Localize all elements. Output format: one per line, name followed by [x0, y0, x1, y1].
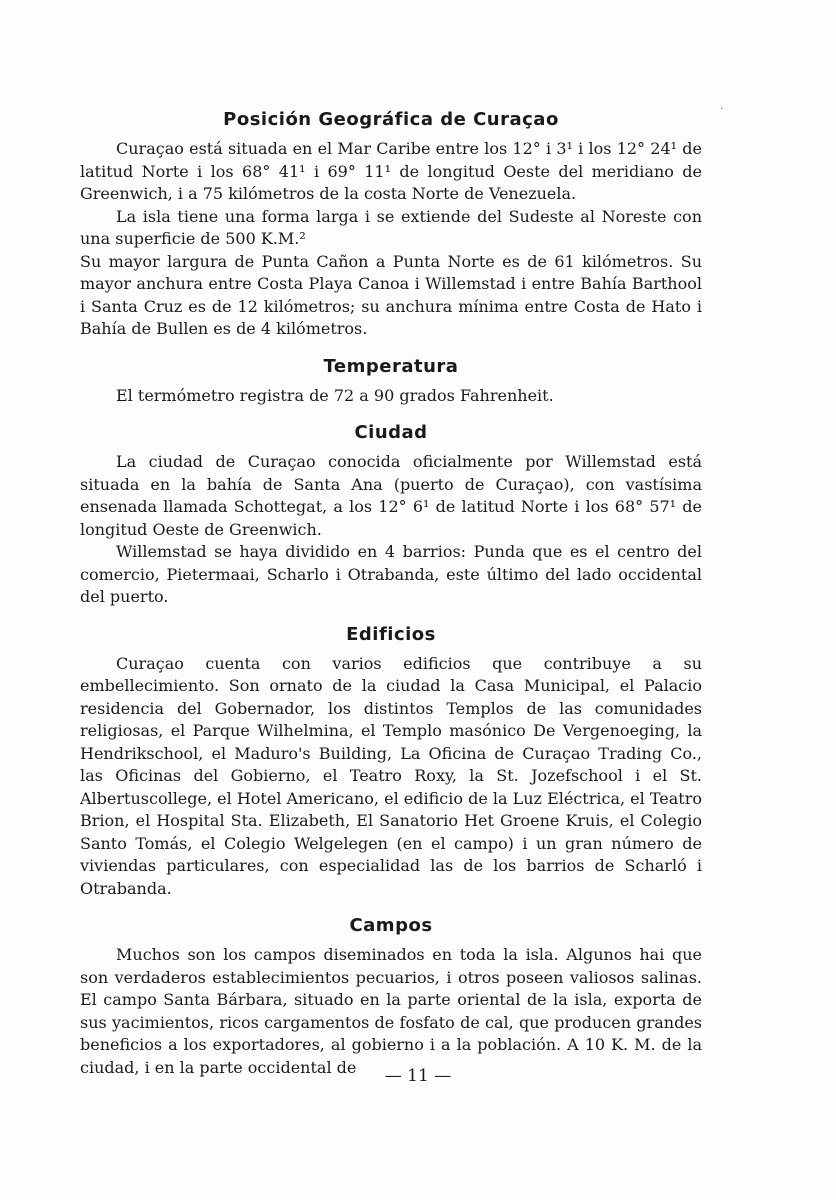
page-content — [80, 108, 702, 1093]
section-edificios — [80, 623, 702, 901]
paragraph: El termómetro registra de 72 a 90 grados Fahrenheit. — [116, 385, 554, 405]
paragraph: La ciudad de Curaçao conocida oficialmente por Willemstad está situada en la bahía de Santa Ana (puerto de Curaçao), con vastísima ensenada llamada Schottegat, a los 12° 6¹ de latitud Norte i los 68° 57¹ de longitud Oeste de Greenwich. — [80, 452, 702, 539]
paragraph: Muchos son los campos diseminados en toda la isla. Algunos hai que son verdaderos establecimientos pecuarios, i otros poseen valiosos salinas. El campo Santa Bárbara, situado en la parte oriental de la isla, exporta de sus yacimientos, ricos cargamentos de fosfato de cal, que producen grandes beneficios a los exportadores, al gobierno i a la población. A 10 K. M. de la ciudad, i en la parte occidental de — [80, 945, 702, 1077]
section-title: Campos — [349, 915, 433, 936]
paragraph: Curaçao cuenta con varios edificios que contribuye a su embellecimiento. Son ornato de la ciudad la Casa Municipal, el Palacio residencia del Gobernador, los distintos Templos de las comunidades religiosas, el Parque Wilhelmina, el Templo masónico De Vergenoeging, la Hendrikschool, el Maduro's Building, La Oficina de Curaçao Trading Co., las Oficinas del Gobierno, el Teatro Roxy, la St. Jozefschool i el St. Albertuscollege, el Hotel Americano, el edificio de la Luz Eléctrica, el Teatro Brion, el Hospital Sta. Elizabeth, El Sanatorio Het Groene Kruis, el Colegio Santo Tomás, el Colegio Welgelegen (en el campo) i un gran número de viviendas particulares, con especialidad las de los barrios de Scharló i Otrabanda. — [80, 653, 702, 898]
page-number: — 11 — — [384, 1066, 452, 1086]
paragraph: Willemstad se haya dividido en 4 barrios: Punda que es el centro del comercio, Pietermaai, Scharlo i Otrabanda, este último del lado occidental del puerto. — [80, 542, 702, 606]
paragraph: La isla tiene una forma larga i se extiende del Sudeste al Noreste con una superficie de 500 K.M.² — [80, 206, 702, 248]
section-campos — [80, 914, 702, 1079]
section-posicion — [80, 108, 702, 341]
section-temperatura — [80, 355, 702, 408]
section-title: Temperatura — [323, 355, 459, 377]
paragraph: Curaçao está situada en el Mar Caribe entre los 12° i 3¹ i los 12° 24¹ de latitud Norte i los 68° 41¹ i 69° 11¹ de longitud Oeste del meridiano de Greenwich, i a 75 kilómetros de la costa Norte de Venezuela. — [80, 139, 702, 203]
margin-mark: · — [720, 104, 724, 115]
section-title: Edificios — [346, 623, 436, 645]
section-title: Ciudad — [354, 422, 428, 443]
section-ciudad — [80, 421, 702, 609]
section-title: Posición Geográfica de Curaçao — [223, 109, 559, 130]
paragraph: Su mayor largura de Punta Cañon a Punta Norte es de 61 kilómetros. Su mayor anchura entre Costa Playa Canoa i Willemstad i entre Bahía Barthool i Santa Cruz es de 12 kilómetros; su anchura mínima entre Costa de Hato i Bahía de Bullen es de 4 kilómetros. — [80, 251, 702, 338]
